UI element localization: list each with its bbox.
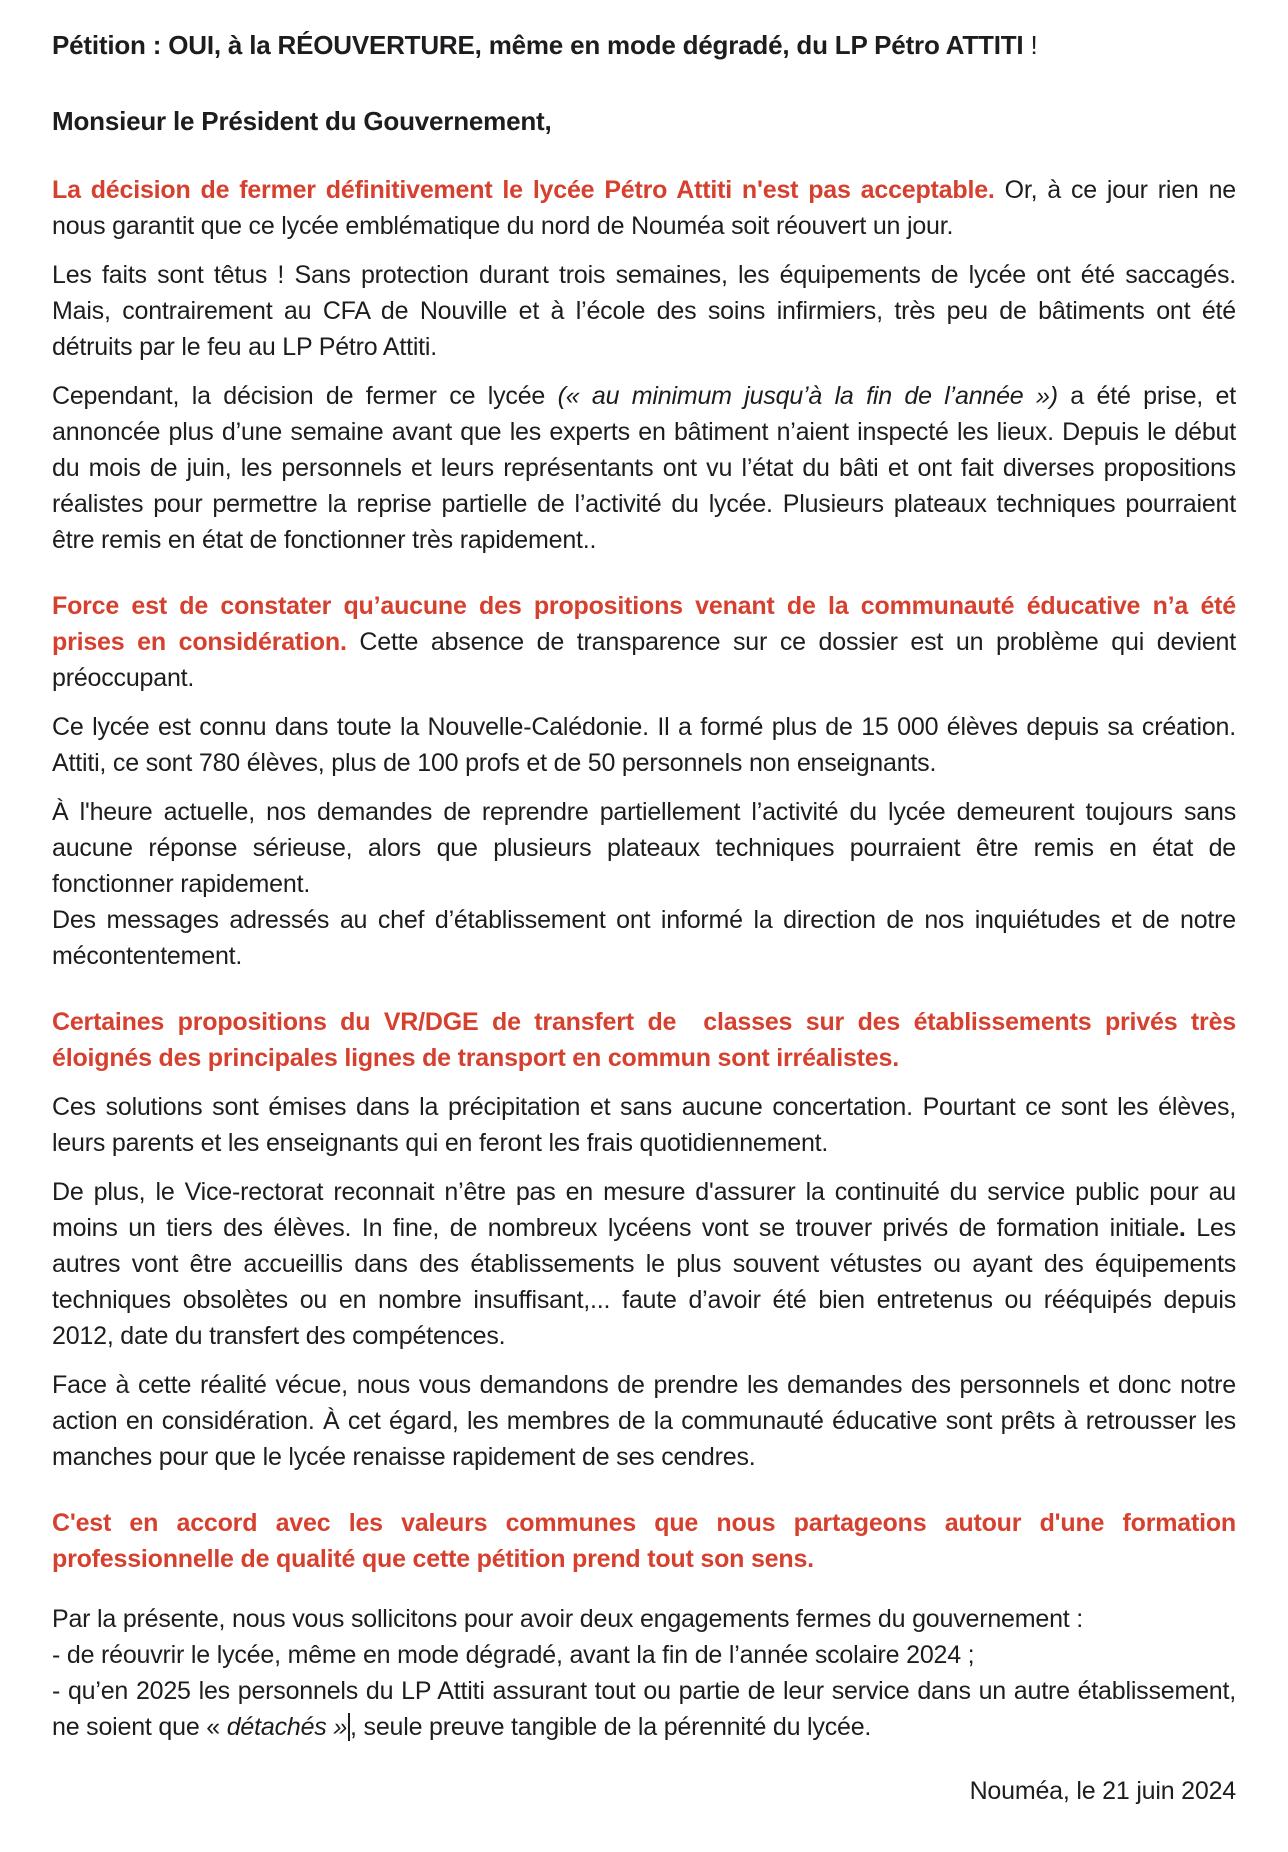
red-lead-decision: La décision de fermer définitivement le lycée Pétro Attiti n'est pas acceptable. xyxy=(52,176,995,204)
paragraph-run: a été prise, et annoncée plus d’une semaine avant que les experts en bâtiment n’aient inspecté les lieux. Depuis le début du mois de juin, les personnels et leurs représentants ont vu l’état du bâti et ont fait diverses propositions réalistes pour permettre la reprise partielle de l’activité du lycée. Plusieurs plateaux techniques pourraient être remis en état de fonctionner très rapidement.. xyxy=(52,382,1236,554)
paragraph-accord-valeurs xyxy=(52,1505,1236,1577)
red-lead-certaines: Certaines propositions du VR/DGE de transfert de classes sur des établissements privés très éloignés des principales lignes de transport en commun sont irréalistes. xyxy=(52,1008,1236,1072)
date-line: Nouméa, le 21 juin 2024 xyxy=(969,1777,1236,1805)
petition-title-exclamation: ! xyxy=(1023,30,1038,60)
paragraph-run: Or, à ce jour rien ne nous garantit que ce lycée emblématique du nord de Nouméa soit réouvert un jour. xyxy=(52,176,1236,240)
paragraph-vice-rectorat xyxy=(52,1174,1236,1354)
petition-title xyxy=(52,26,1236,64)
paragraph-certaines-propositions xyxy=(52,1004,1236,1076)
list-item-detaches xyxy=(52,1673,1236,1745)
paragraph-run: Cette absence de transparence sur ce dossier est un problème qui devient préoccupant. xyxy=(52,628,1236,692)
paragraph-les-faits: Les faits sont têtus ! Sans protection durant trois semaines, les équipements de lycée ont été saccagés. Mais, contrairement au CFA de Nouville et à l’école des soins infirmiers, très peu de bâtiments ont été détruits par le feu au LP Pétro Attiti. xyxy=(52,261,1236,361)
paragraph-decision-unacceptable xyxy=(52,172,1236,244)
paragraph-force-constater xyxy=(52,588,1236,696)
paragraph-run: - qu’en 2025 les personnels du LP Attiti assurant tout ou partie de leur service dans un autre établissement, ne soient que « xyxy=(52,1677,1236,1741)
paragraph-par-la-presente: Par la présente, nous vous sollicitons pour avoir deux engagements fermes du gouvernement : xyxy=(52,1605,1084,1633)
red-lead-accord: C'est en accord avec les valeurs communes que nous partageons autour d'une formation professionnelle de qualité que cette pétition prend tout son sens. xyxy=(52,1509,1236,1573)
italic-quote-au-minimum: (« au minimum jusqu’à la fin de l’année ») xyxy=(557,382,1058,410)
paragraph-run: Cependant, la décision de fermer ce lycée xyxy=(52,382,558,410)
red-lead-force: Force est de constater qu’aucune des propositions venant de la communauté éducative n’a été prises en considération. xyxy=(52,592,1236,656)
paragraph-lycee-connu: Ce lycée est connu dans toute la Nouvelle-Calédonie. Il a formé plus de 15 000 élèves depuis sa création. Attiti, ce sont 780 élèves, plus de 100 profs et de 50 personnels non enseignants. xyxy=(52,713,1236,777)
paragraph-ces-solutions: Ces solutions sont émises dans la précipitation et sans aucune concertation. Pourtant ce sont les élèves, leurs parents et les enseignants qui en feront les frais quotidiennement. xyxy=(52,1093,1236,1157)
paragraph-run: De plus, le Vice-rectorat reconnait n’être pas en mesure d'assurer la continuité du service public pour au moins un tiers des élèves. In fine, de nombreux lycéens vont se trouver privés de formation initiale xyxy=(52,1178,1236,1242)
paragraph-face-realite: Face à cette réalité vécue, nous vous demandons de prendre les demandes des personnels et donc notre action en considération. À cet égard, les membres de la communauté éducative sont prêts à retrousser les manches pour que le lycée renaisse rapidement de ses cendres. xyxy=(52,1371,1236,1471)
paragraph-run: Les autres vont être accueillis dans des établissements le plus souvent vétustes ou ayant des équipements techniques obsolètes ou en nombre insuffisant,... faute d’avoir été bien entretenus ou rééquipés depuis 2012, date du transfert des compétences. xyxy=(52,1214,1236,1350)
bold-period: . xyxy=(1178,1214,1186,1242)
petition-title-text: Pétition : OUI, à la RÉOUVERTURE, même en mode dégradé, du LP Pétro ATTITI xyxy=(52,30,1024,60)
paragraph-run: , seule preuve tangible de la pérennité du lycée. xyxy=(350,1713,872,1741)
paragraph-heure-actuelle: À l'heure actuelle, nos demandes de reprendre partiellement l’activité du lycée demeurent toujours sans aucune réponse sérieuse, alors que plusieurs plateaux techniques pourraient être remis en état de fonctionner rapidement. xyxy=(52,798,1236,898)
paragraph-messages-adresses: Des messages adressés au chef d’établissement ont informé la direction de nos inquiétudes et de notre mécontentement. xyxy=(52,906,1236,970)
paragraph-cependant xyxy=(52,378,1236,558)
salutation-line: Monsieur le Président du Gouvernement, xyxy=(52,106,552,136)
list-item-reouvrir: - de réouvrir le lycée, même en mode dégradé, avant la fin de l’année scolaire 2024 ; xyxy=(52,1641,975,1669)
italic-detaches: détachés » xyxy=(226,1713,348,1741)
